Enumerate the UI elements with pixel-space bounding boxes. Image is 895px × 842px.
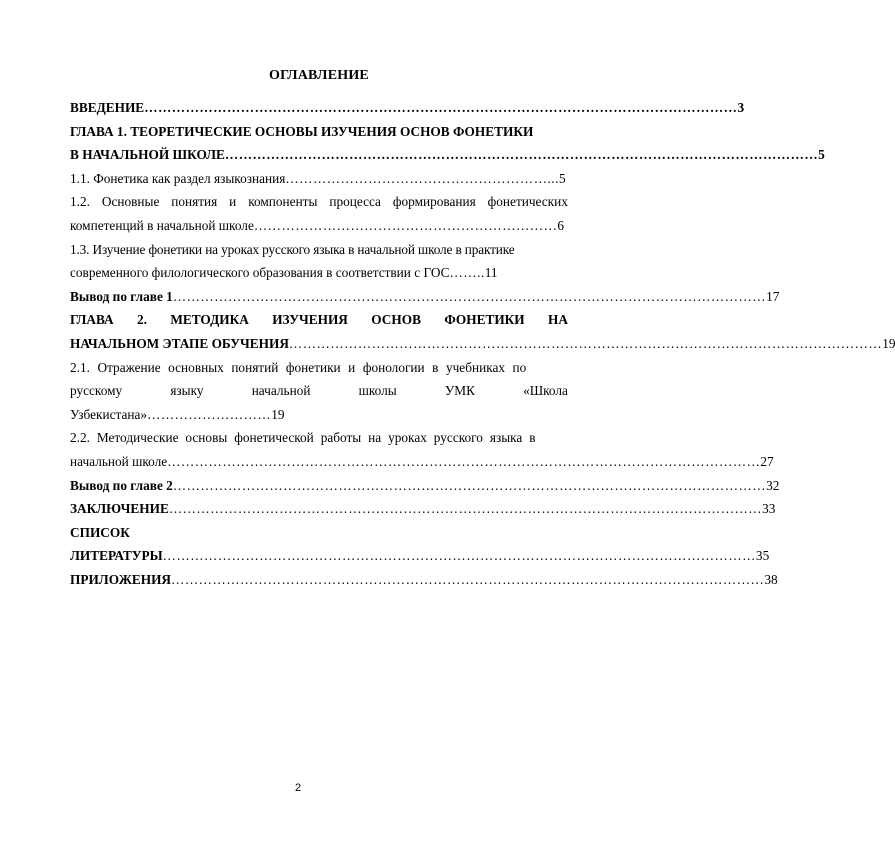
leader-dots: ……………………… bbox=[147, 406, 272, 422]
entry-text: НАЧАЛЬНОМ ЭТАПЕ ОБУЧЕНИЯ bbox=[70, 335, 289, 351]
entry-text: Вывод по главе 1 bbox=[70, 288, 173, 304]
entry-page: 5 bbox=[818, 147, 825, 163]
toc-entry-section-1-2-line1[interactable] bbox=[70, 190, 568, 214]
entry-page: 33 bbox=[762, 501, 776, 517]
toc-entry-section-1-2[interactable] bbox=[70, 214, 568, 238]
toc-entry-chapter1-line1[interactable]: ГЛАВА 1. ТЕОРЕТИЧЕСКИЕ ОСНОВЫ ИЗУЧЕНИЯ ОСНОВ ФОНЕТИКИ bbox=[70, 123, 534, 139]
entry-page: 19 bbox=[271, 406, 285, 422]
leader-dots: ………………………………………………………………………………………………………………… bbox=[144, 100, 738, 115]
word: НА bbox=[548, 312, 568, 328]
entry-text: ЛИТЕРАТУРЫ bbox=[70, 548, 163, 564]
toc-entry-conclusion[interactable] bbox=[70, 497, 776, 521]
word: фонетических bbox=[487, 194, 568, 210]
entry-page: 38 bbox=[764, 571, 778, 587]
entry-page: 32 bbox=[766, 477, 780, 493]
leader-dots: …………………………………………………... bbox=[285, 170, 559, 186]
leader-dots: ………………………………………………………………………………………………………………… bbox=[288, 335, 883, 351]
word: УМК bbox=[444, 383, 475, 399]
entry-text: Узбекистана» bbox=[70, 406, 148, 422]
word: 1.2. bbox=[70, 194, 90, 210]
entry-page: 6 bbox=[557, 217, 565, 233]
leader-dots: ………………………………………………………………………………………………………………… bbox=[162, 548, 756, 564]
word: МЕТОДИКА bbox=[170, 312, 249, 328]
entry-page: 19 bbox=[882, 335, 895, 351]
toc-entry-section-1-1[interactable] bbox=[70, 167, 568, 191]
table-of-contents bbox=[70, 96, 895, 591]
leader-dots: …….. bbox=[449, 265, 485, 281]
entry-page: 27 bbox=[760, 453, 774, 469]
word: ФОНЕТИКИ bbox=[444, 312, 525, 328]
toc-entry-chapter2[interactable] bbox=[70, 332, 895, 356]
entry-text: современного филологического образования в соответствии с ГОС bbox=[70, 265, 450, 281]
entry-text: В НАЧАЛЬНОЙ ШКОЛЕ bbox=[70, 147, 225, 163]
entry-text: компетенций в начальной школе bbox=[70, 217, 254, 233]
word: начальной bbox=[251, 383, 311, 399]
leader-dots: ………………………………………………………………………………………………………………… bbox=[171, 571, 765, 587]
word: компоненты bbox=[248, 194, 318, 210]
entry-page: 11 bbox=[484, 265, 498, 281]
word: «Школа bbox=[523, 383, 568, 399]
entry-page: 35 bbox=[755, 548, 770, 564]
toc-entry-appendix[interactable] bbox=[70, 568, 778, 592]
entry-page: 5 bbox=[558, 170, 566, 186]
toc-entry-section-1-3-line1[interactable]: 1.3. Изучение фонетики на уроках русского языка в начальной школе в практике bbox=[70, 241, 515, 257]
word: школы bbox=[358, 383, 397, 399]
word: и bbox=[229, 194, 237, 210]
toc-entry-section-2-1[interactable] bbox=[70, 403, 568, 427]
word: Основные bbox=[101, 194, 160, 210]
entry-text: Вывод по главе 2 bbox=[70, 477, 173, 493]
entry-text: ПРИЛОЖЕНИЯ bbox=[70, 571, 172, 587]
word: русскому bbox=[70, 383, 123, 399]
leader-dots: ………………………………………………………… bbox=[253, 217, 558, 233]
entry-text: ВВЕДЕНИЕ bbox=[70, 100, 145, 115]
entry-text: ЗАКЛЮЧЕНИЕ bbox=[70, 501, 169, 517]
toc-entry-references-line1[interactable]: СПИСОК bbox=[70, 524, 130, 540]
toc-entry-introduction[interactable] bbox=[70, 96, 745, 120]
word: формирования bbox=[392, 194, 476, 210]
toc-entry-chapter2-line1[interactable] bbox=[70, 308, 568, 332]
toc-entry-conclusion-chapter1[interactable] bbox=[70, 285, 780, 309]
word: ГЛАВА bbox=[70, 312, 114, 328]
toc-entry-section-2-1-line1[interactable]: 2.1. Отражение основных понятий фонетики и фонологии в учебниках по bbox=[70, 359, 527, 375]
word: понятия bbox=[171, 194, 218, 210]
toc-entry-section-2-1-line2[interactable] bbox=[70, 379, 568, 403]
leader-dots: ………………………………………………………………………………………………………………… bbox=[172, 477, 767, 493]
word: ИЗУЧЕНИЯ bbox=[272, 312, 348, 328]
leader-dots: ………………………………………………………………………………………………………………… bbox=[168, 501, 763, 517]
word: ОСНОВ bbox=[371, 312, 421, 328]
toc-entry-chapter1[interactable] bbox=[70, 143, 825, 167]
entry-page: 3 bbox=[737, 100, 745, 115]
leader-dots: ………………………………………………………………………………………………………………… bbox=[167, 453, 761, 469]
entry-text: начальной школе bbox=[70, 453, 168, 469]
toc-entry-references[interactable] bbox=[70, 544, 770, 568]
entry-text: 1.1. Фонетика как раздел языкознания bbox=[70, 170, 286, 186]
toc-entry-section-2-2-line1[interactable]: 2.2. Методические основы фонетической работы на уроках русского языка в bbox=[70, 430, 536, 446]
word: языку bbox=[170, 383, 204, 399]
word: процесса bbox=[329, 194, 381, 210]
word: 2. bbox=[136, 312, 147, 328]
toc-entry-section-2-2[interactable] bbox=[70, 450, 774, 474]
toc-entry-section-1-3[interactable] bbox=[70, 261, 568, 285]
toc-title: ОГЛАВЛЕНИЕ bbox=[269, 68, 369, 83]
leader-dots: ………………………………………………………………………………………………………………… bbox=[224, 147, 819, 163]
toc-entry-conclusion-chapter2[interactable] bbox=[70, 474, 780, 498]
page-number: 2 bbox=[294, 782, 302, 794]
leader-dots: ………………………………………………………………………………………………………………… bbox=[172, 288, 767, 304]
entry-page: 17 bbox=[766, 288, 780, 304]
